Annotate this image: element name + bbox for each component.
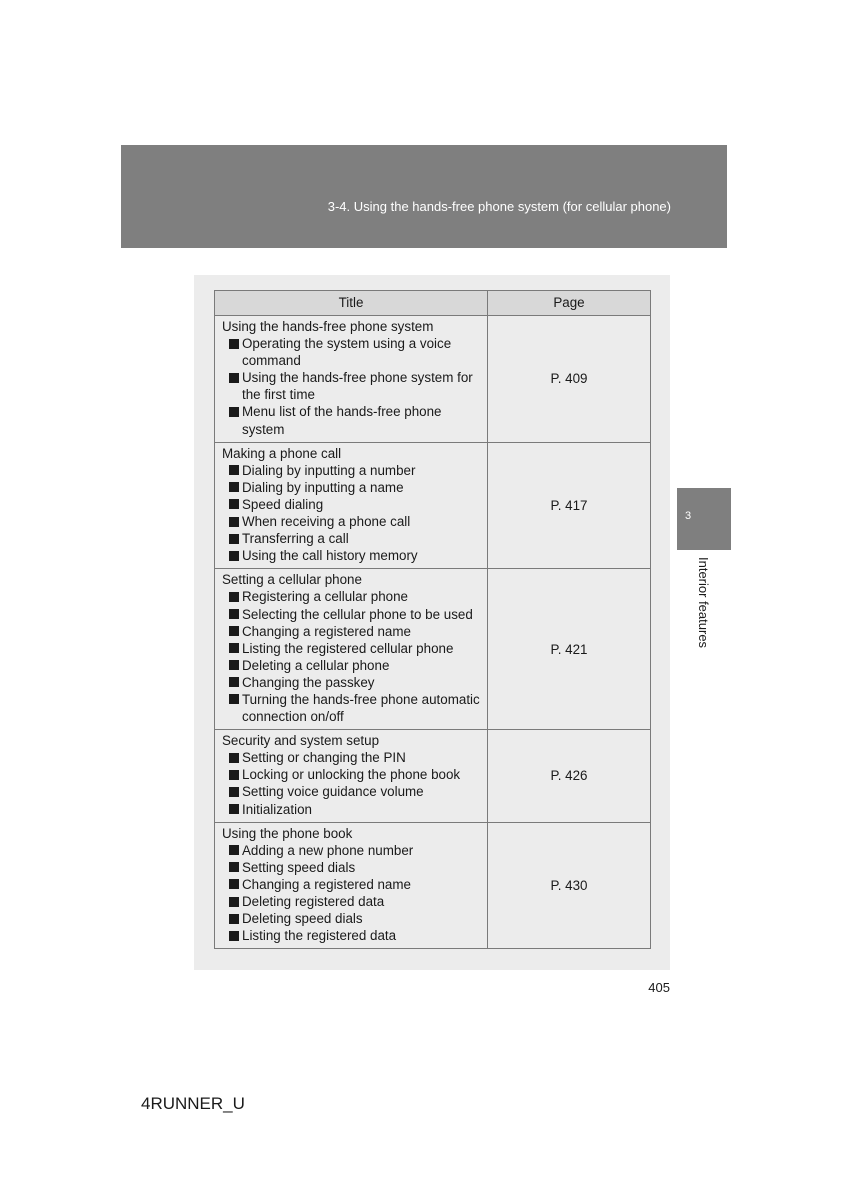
list-item-text: Setting speed dials (242, 859, 356, 875)
square-bullet-icon (229, 660, 239, 670)
square-bullet-icon (229, 626, 239, 636)
square-bullet-icon (229, 551, 239, 561)
list-item (222, 801, 483, 818)
row-title-cell (215, 569, 488, 730)
contents-table (214, 290, 651, 949)
table-row (215, 316, 651, 443)
list-item-text: Using the hands-free phone system for the first time (242, 370, 473, 403)
square-bullet-icon (229, 517, 239, 527)
list-item (222, 530, 483, 547)
list-item-text: Speed dialing (242, 496, 324, 512)
list-item-text: Deleting registered data (242, 894, 385, 909)
square-bullet-icon (229, 914, 239, 924)
footer-model-code: 4RUNNER_U (141, 1094, 245, 1113)
list-item (222, 513, 483, 530)
list-item (222, 588, 483, 605)
row-page-reference: P. 417 (488, 442, 651, 569)
square-bullet-icon (229, 804, 239, 814)
row-section-title: Using the hands-free phone system (222, 319, 434, 334)
table-row (215, 442, 651, 569)
list-item (222, 479, 483, 496)
list-item-text: Adding a new phone number (242, 842, 414, 858)
row-item-list (222, 588, 483, 725)
square-bullet-icon (229, 845, 239, 855)
square-bullet-icon (229, 694, 239, 704)
section-header-band (121, 145, 727, 248)
list-item-text: Operating the system using a voice command (242, 336, 452, 369)
row-section-title: Using the phone book (222, 825, 353, 841)
square-bullet-icon (229, 879, 239, 889)
list-item-text: Initialization (242, 801, 312, 817)
chapter-tab (677, 488, 731, 550)
row-title-cell (215, 730, 488, 822)
list-item-text: Setting voice guidance volume (242, 784, 424, 800)
section-header-title: 3-4. Using the hands-free phone system (for cellular phone) (327, 199, 671, 214)
row-section-title: Setting a cellular phone (222, 572, 362, 588)
square-bullet-icon (229, 931, 239, 941)
row-item-list (222, 749, 483, 817)
column-header-title: Title (215, 291, 488, 316)
list-item-text: Registering a cellular phone (242, 589, 408, 605)
contents-panel (194, 275, 670, 970)
row-title-cell (215, 822, 488, 949)
square-bullet-icon (229, 499, 239, 509)
list-item (222, 657, 483, 674)
square-bullet-icon (229, 339, 239, 349)
row-item-list (222, 842, 483, 945)
square-bullet-icon (229, 862, 239, 872)
square-bullet-icon (229, 677, 239, 687)
list-item-text: Changing the passkey (242, 674, 375, 690)
square-bullet-icon (229, 787, 239, 797)
square-bullet-icon (229, 753, 239, 763)
list-item-text: Listing the registered data (242, 928, 397, 944)
list-item-text: Transferring a call (242, 531, 349, 547)
list-item (222, 403, 483, 437)
list-item (222, 766, 483, 783)
list-item-text: Dialing by inputting a number (242, 462, 416, 478)
list-item-text: Locking or unlocking the phone book (242, 767, 461, 783)
page-number: 405 (648, 980, 670, 995)
square-bullet-icon (229, 592, 239, 602)
square-bullet-icon (229, 534, 239, 544)
list-item (222, 749, 483, 766)
row-item-list (222, 462, 483, 565)
list-item (222, 623, 483, 640)
row-page-reference: P. 409 (488, 316, 651, 443)
list-item-text: When receiving a phone call (242, 514, 411, 530)
chapter-tab-number: 3 (685, 510, 692, 522)
list-item (222, 496, 483, 513)
row-section-title: Making a phone call (222, 445, 342, 461)
table-header-row (215, 291, 651, 316)
square-bullet-icon (229, 465, 239, 475)
list-item-text: Turning the hands-free phone automatic connection on/off (242, 691, 480, 725)
row-page-reference: P. 421 (488, 569, 651, 730)
square-bullet-icon (229, 373, 239, 383)
list-item (222, 893, 483, 910)
list-item (222, 859, 483, 876)
table-row (215, 730, 651, 822)
square-bullet-icon (229, 609, 239, 619)
list-item-text: Menu list of the hands-free phone system (242, 404, 442, 437)
row-page-reference: P. 430 (488, 822, 651, 949)
list-item-text: Changing a registered name (242, 623, 411, 639)
row-title-cell (215, 316, 488, 443)
square-bullet-icon (229, 897, 239, 907)
list-item-text: Setting or changing the PIN (242, 750, 406, 766)
list-item-text: Deleting speed dials (242, 911, 363, 927)
square-bullet-icon (229, 482, 239, 492)
table-row (215, 822, 651, 949)
list-item (222, 369, 483, 403)
list-item (222, 876, 483, 893)
list-item (222, 783, 483, 800)
table-row (215, 569, 651, 730)
list-item (222, 910, 483, 927)
row-title-cell (215, 442, 488, 569)
list-item-text: Dialing by inputting a name (242, 479, 404, 495)
chapter-tab-label: Interior features (696, 557, 711, 649)
list-item (222, 674, 483, 691)
list-item (222, 547, 483, 564)
row-item-list (222, 335, 483, 438)
list-item-text: Listing the registered cellular phone (242, 640, 454, 656)
square-bullet-icon (229, 643, 239, 653)
row-section-title: Security and system setup (222, 733, 380, 749)
list-item-text: Changing a registered name (242, 876, 411, 892)
square-bullet-icon (229, 770, 239, 780)
list-item (222, 335, 483, 369)
row-page-reference: P. 426 (488, 730, 651, 822)
list-item-text: Selecting the cellular phone to be used (242, 606, 473, 622)
column-header-page: Page (488, 291, 651, 316)
list-item (222, 462, 483, 479)
square-bullet-icon (229, 407, 239, 417)
list-item (222, 927, 483, 944)
list-item (222, 691, 483, 725)
list-item (222, 842, 483, 859)
list-item-text: Using the call history memory (242, 548, 418, 564)
list-item-text: Deleting a cellular phone (242, 657, 390, 673)
list-item (222, 606, 483, 623)
list-item (222, 640, 483, 657)
